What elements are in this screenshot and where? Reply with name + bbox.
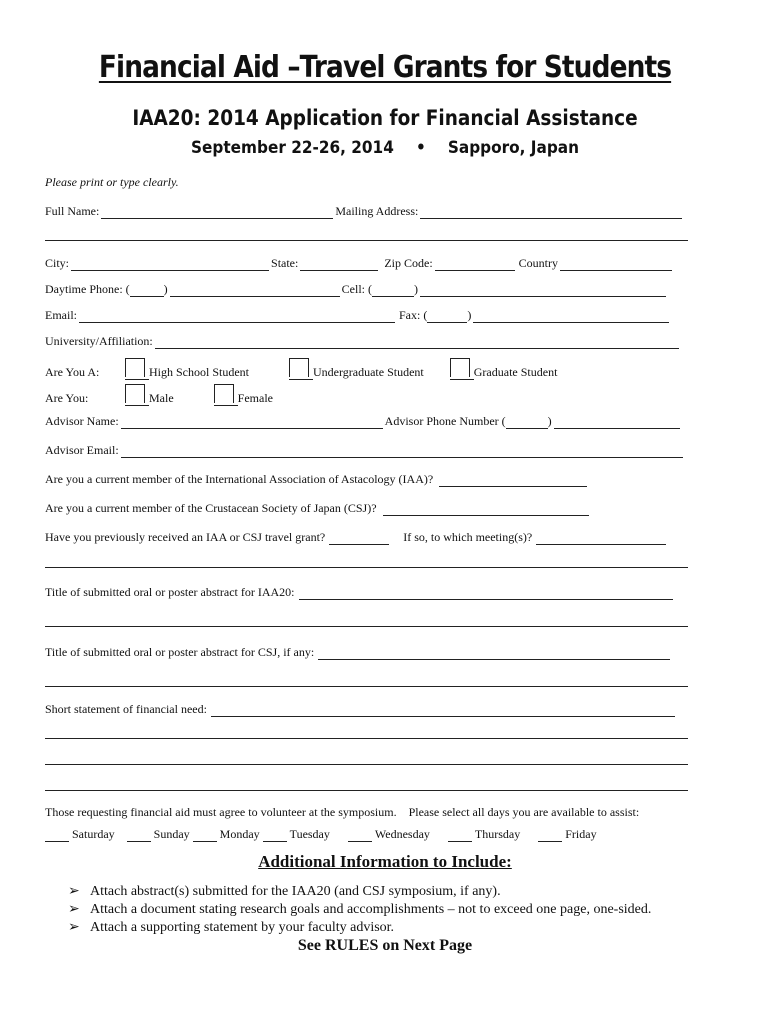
email-label: Email: bbox=[45, 308, 77, 322]
graduate-label: Graduate Student bbox=[473, 365, 558, 379]
daytime-area-code-field[interactable] bbox=[130, 285, 164, 297]
csj-member-field[interactable] bbox=[383, 504, 589, 516]
title-iaa-field[interactable] bbox=[299, 588, 673, 600]
row-gender bbox=[45, 382, 273, 406]
financial-need-field[interactable] bbox=[211, 705, 675, 717]
female-checkbox[interactable] bbox=[214, 382, 238, 406]
monday-field[interactable] bbox=[193, 830, 217, 842]
volunteer-days bbox=[45, 827, 597, 842]
country-field[interactable] bbox=[560, 259, 672, 271]
zip-field[interactable] bbox=[435, 259, 515, 271]
form-title: Financial Aid –Travel Grants for Students bbox=[98, 50, 672, 85]
financial-need-line-4[interactable] bbox=[45, 790, 688, 791]
are-you-a-label: Are You A: bbox=[45, 365, 100, 379]
row-university bbox=[45, 334, 681, 349]
male-label: Male bbox=[149, 391, 174, 405]
day-saturday: Saturday bbox=[72, 827, 115, 841]
financial-need-line-2[interactable] bbox=[45, 738, 688, 739]
row-advisor-email bbox=[45, 443, 685, 458]
cell-label: Cell: ( bbox=[341, 282, 372, 296]
thursday-field[interactable] bbox=[448, 830, 472, 842]
csj-member-label: Are you a current member of the Crustacean Society of Japan (CSJ)? bbox=[45, 501, 377, 515]
day-wednesday: Wednesday bbox=[374, 827, 430, 841]
list-item-text: Attach abstract(s) submitted for the IAA20 (and CSJ symposium, if any). bbox=[90, 884, 501, 899]
arrow-bullet-icon: ➢ bbox=[68, 884, 80, 899]
additional-info-list bbox=[68, 883, 651, 937]
row-financial-need bbox=[45, 702, 677, 717]
prev-grant-label: Have you previously received an IAA or CSJ travel grant? bbox=[45, 530, 326, 544]
female-label: Female bbox=[237, 391, 273, 405]
financial-need-label: Short statement of financial need: bbox=[45, 702, 207, 716]
prev-grant-field[interactable] bbox=[329, 533, 389, 545]
event-dateline bbox=[39, 138, 732, 158]
advisor-name-field[interactable] bbox=[121, 417, 383, 429]
print-instruction: Please print or type clearly. bbox=[45, 175, 179, 189]
are-you-label: Are You: bbox=[45, 391, 89, 405]
form-subtitle: IAA20: 2014 Application for Financial Assistance bbox=[132, 106, 638, 130]
row-advisor bbox=[45, 414, 682, 429]
row-phone bbox=[45, 282, 668, 297]
advisor-phone-field[interactable] bbox=[554, 417, 680, 429]
daytime-phone-label: Daytime Phone: ( bbox=[45, 282, 130, 296]
advisor-phone-label: Advisor Phone Number ( bbox=[384, 414, 506, 428]
title-csj-label: Title of submitted oral or poster abstract for CSJ, if any: bbox=[45, 645, 315, 659]
high-school-checkbox[interactable] bbox=[125, 356, 149, 380]
daytime-paren-close: ) bbox=[163, 282, 168, 296]
mailing-address-field[interactable] bbox=[420, 207, 682, 219]
wednesday-field[interactable] bbox=[348, 830, 372, 842]
financial-need-line-3[interactable] bbox=[45, 764, 688, 765]
row-email-fax bbox=[45, 308, 671, 323]
state-field[interactable] bbox=[300, 259, 378, 271]
advisor-name-label: Advisor Name: bbox=[45, 414, 119, 428]
undergraduate-checkbox[interactable] bbox=[289, 356, 313, 380]
meeting-line-2[interactable] bbox=[45, 567, 688, 568]
row-student-level bbox=[45, 356, 557, 380]
daytime-phone-field[interactable] bbox=[170, 285, 340, 297]
city-label: City: bbox=[45, 256, 70, 270]
list-item bbox=[68, 901, 651, 919]
title-csj-line-2[interactable] bbox=[45, 686, 688, 687]
iaa-member-field[interactable] bbox=[439, 475, 587, 487]
mailing-address-line-2[interactable] bbox=[45, 240, 688, 241]
zip-label: Zip Code: bbox=[384, 256, 433, 270]
checkbox-square bbox=[125, 358, 145, 377]
row-name-address bbox=[45, 204, 684, 219]
friday-field[interactable] bbox=[538, 830, 562, 842]
checkbox-square bbox=[214, 384, 234, 403]
email-field[interactable] bbox=[79, 311, 395, 323]
event-dates: September 22-26, 2014 bbox=[191, 138, 394, 158]
fax-paren-close: ) bbox=[467, 308, 472, 322]
which-meeting-label: If so, to which meeting(s)? bbox=[403, 530, 533, 544]
male-checkbox[interactable] bbox=[125, 382, 149, 406]
list-item-text: Attach a supporting statement by your faculty advisor. bbox=[90, 920, 395, 935]
fax-label: Fax: ( bbox=[399, 308, 428, 322]
advisor-email-field[interactable] bbox=[121, 446, 683, 458]
advisor-email-label: Advisor Email: bbox=[45, 443, 119, 457]
which-meeting-field[interactable] bbox=[536, 533, 666, 545]
graduate-checkbox[interactable] bbox=[450, 356, 474, 380]
event-location: Sapporo, Japan bbox=[447, 138, 579, 158]
row-previous-grant bbox=[45, 530, 668, 545]
row-csj-member bbox=[45, 501, 591, 516]
title-iaa-label: Title of submitted oral or poster abstract for IAA20: bbox=[45, 585, 295, 599]
cell-phone-field[interactable] bbox=[420, 285, 666, 297]
day-thursday: Thursday bbox=[474, 827, 521, 841]
country-label: Country bbox=[518, 256, 559, 270]
checkbox-square bbox=[125, 384, 145, 403]
arrow-bullet-icon: ➢ bbox=[68, 920, 80, 935]
row-title-iaa bbox=[45, 585, 675, 600]
row-iaa-member bbox=[45, 472, 589, 487]
iaa-member-label: Are you a current member of the International Association of Astacology (IAA)? bbox=[45, 472, 434, 486]
rules-footer: See RULES on Next Page bbox=[297, 937, 473, 954]
list-item bbox=[68, 919, 651, 937]
saturday-field[interactable] bbox=[45, 830, 69, 842]
tuesday-field[interactable] bbox=[263, 830, 287, 842]
university-field[interactable] bbox=[155, 337, 679, 349]
advisor-paren-close: ) bbox=[547, 414, 552, 428]
cell-paren-close: ) bbox=[413, 282, 418, 296]
checkbox-square bbox=[450, 358, 470, 377]
title-csj-field[interactable] bbox=[318, 648, 670, 660]
row-city bbox=[45, 256, 674, 271]
city-field[interactable] bbox=[71, 259, 269, 271]
title-iaa-line-2[interactable] bbox=[45, 626, 688, 627]
volunteer-prompt: Those requesting financial aid must agree to volunteer at the symposium. Please select all days you are available to assist: bbox=[45, 805, 640, 819]
day-monday: Monday bbox=[219, 827, 260, 841]
arrow-bullet-icon: ➢ bbox=[68, 902, 80, 917]
day-sunday: Sunday bbox=[153, 827, 190, 841]
day-tuesday: Tuesday bbox=[289, 827, 330, 841]
state-label: State: bbox=[271, 256, 299, 270]
cell-area-code-field[interactable] bbox=[372, 285, 414, 297]
full-name-label: Full Name: bbox=[45, 204, 100, 218]
advisor-area-code-field[interactable] bbox=[506, 417, 548, 429]
undergraduate-label: Undergraduate Student bbox=[313, 365, 424, 379]
mailing-address-label: Mailing Address: bbox=[335, 204, 419, 218]
high-school-label: High School Student bbox=[149, 365, 250, 379]
row-title-csj bbox=[45, 645, 672, 660]
dateline-separator: • bbox=[415, 138, 426, 158]
university-label: University/Affiliation: bbox=[45, 334, 153, 348]
day-friday: Friday bbox=[565, 827, 597, 841]
list-item bbox=[68, 883, 651, 901]
list-item-text: Attach a document stating research goals and accomplishments – not to exceed one page, one-sided. bbox=[90, 902, 652, 917]
checkbox-square bbox=[289, 358, 309, 377]
additional-info-heading: Additional Information to Include: bbox=[258, 852, 512, 871]
full-name-field[interactable] bbox=[101, 207, 333, 219]
fax-area-code-field[interactable] bbox=[427, 311, 467, 323]
sunday-field[interactable] bbox=[127, 830, 151, 842]
fax-field[interactable] bbox=[473, 311, 669, 323]
